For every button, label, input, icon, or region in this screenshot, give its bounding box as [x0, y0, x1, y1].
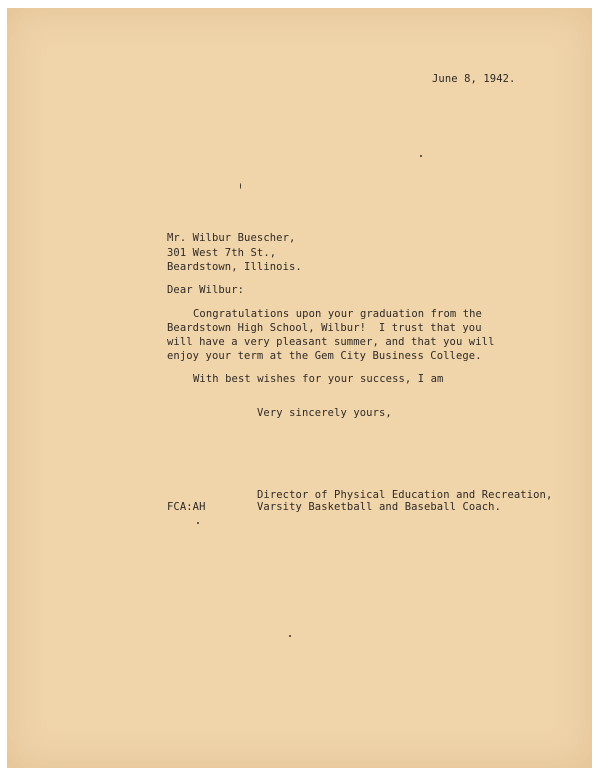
- paper-speck: [289, 635, 291, 637]
- reference-initials: FCA:AH: [167, 501, 206, 513]
- paper-mark: [240, 183, 241, 189]
- recipient-name: Mr. Wilbur Buescher,: [167, 232, 296, 244]
- signature-title-line-1: Director of Physical Education and Recreation,: [257, 489, 553, 501]
- letter-date: June 8, 1942.: [432, 73, 516, 85]
- body-line-4: enjoy your term at the Gem City Business College.: [167, 350, 482, 362]
- salutation: Dear Wilbur:: [167, 284, 245, 296]
- body-line-2: Beardstown High School, Wilbur! I trust that you: [167, 322, 482, 334]
- body-line-1: Congratulations upon your graduation from the: [193, 308, 482, 320]
- recipient-street: 301 West 7th St.,: [167, 247, 277, 259]
- letter-page: [7, 8, 592, 768]
- body-line-3: will have a very pleasant summer, and that you will: [167, 336, 495, 348]
- paper-speck: [197, 522, 199, 524]
- complimentary-close: Very sincerely yours,: [257, 407, 392, 419]
- closing-sentence: With best wishes for your success, I am: [193, 373, 444, 385]
- signature-title-line-2: Varsity Basketball and Baseball Coach.: [257, 501, 502, 513]
- recipient-city: Beardstown, Illinois.: [167, 261, 302, 273]
- paper-speck: [420, 155, 422, 157]
